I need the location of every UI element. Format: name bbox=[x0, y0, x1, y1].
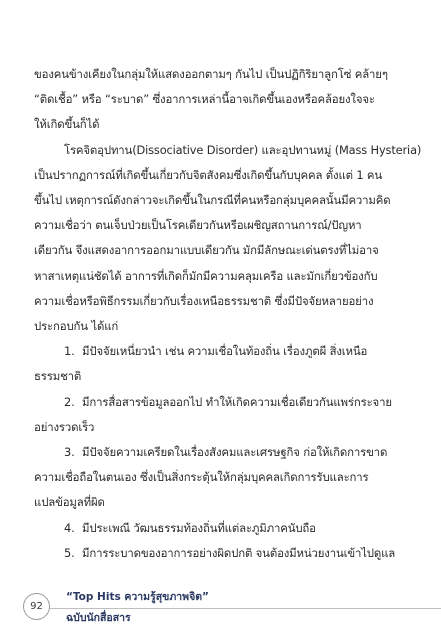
paragraph-line: ความเชื่อหรือพิธีกรรมเกี่ยวกับเรื่องเหนือธรรมชาติ ซึ่งมีปัจจัยหลายอย่าง bbox=[34, 293, 374, 308]
list-item-number: 3. bbox=[64, 445, 75, 460]
list-item-text: มีปัจจัยความเครียดในเรื่องสังคมและเศรษฐกิจ ก่อให้เกิดการขาด bbox=[82, 445, 388, 460]
publication-title: “Top Hits ความรู้สุขภาพจิต” bbox=[66, 591, 209, 603]
paragraph-line: ความเชื่อว่า ตนเจ็บป่วยเป็นโรคเดียวกันหรือเผชิญสถานการณ์/ปัญหา bbox=[34, 218, 362, 233]
list-item-text: มีการระบาดของอาการอย่างผิดปกติ จนต้องมีหน่วยงานเข้าไปดูแล bbox=[82, 545, 396, 560]
list-item-text: มีปัจจัยเหนี่ยวนำ เช่น ความเชื่อในท้องถิ่น เรื่องภูตผี สิ่งเหนือ bbox=[82, 344, 368, 359]
list-item-3 bbox=[34, 440, 412, 465]
paragraph-line: ให้เกิดขึ้นก็ได้ bbox=[34, 117, 100, 132]
list-item-4 bbox=[34, 516, 412, 541]
page-body-text bbox=[34, 62, 422, 566]
list-item-continuation: ธรรมชาติ bbox=[34, 369, 82, 384]
list-item-continuation: อย่างรวดเร็ว bbox=[34, 419, 95, 434]
paragraph-line: ของคนข้างเคียงในกลุ่มให้แสดงออกตามๆ กันไป เป็นปฏิกิริยาลูกโซ่ คล้ายๆ bbox=[34, 67, 388, 81]
list-item-2 bbox=[34, 390, 412, 415]
list-item-text: มีการสื่อสารข้อมูลออกไป ทำให้เกิดความเชื่อเดียวกันแพร่กระจาย bbox=[82, 394, 392, 409]
publication-subtitle: ฉบับนักสื่อสาร bbox=[66, 612, 131, 624]
list-item-1 bbox=[34, 339, 412, 364]
list-item-number: 5. bbox=[64, 545, 75, 560]
list-item-text: มีประเพณี วัฒนธรรมท้องถิ่นที่แต่ละภูมิภาคนับถือ bbox=[82, 520, 316, 535]
list-item-number: 4. bbox=[64, 520, 75, 535]
paragraph-line: โรคจิตอุปทาน(Dissociative Disorder) และอุปทานหมู่ (Mass Hysteria) bbox=[64, 142, 422, 157]
list-item-number: 1. bbox=[64, 344, 75, 359]
list-item-continuation: แปลข้อมูลที่ผิด bbox=[34, 495, 105, 510]
paragraph-line: ขึ้นไป เหตุการณ์ดังกล่าวจะเกิดขึ้นในกรณีที่คนหรือกลุ่มบุคคลนั้นมีความคิด bbox=[34, 193, 391, 208]
list-item-continuation: ความเชื่อถือในตนเอง ซึ่งเป็นสิ่งกระตุ้นให้กลุ่มบุคคลเกิดการรับและการ bbox=[34, 470, 369, 485]
paragraph-line: หาสาเหตุแน่ชัดได้ อาการที่เกิดก็มักมีความคลุมเครือ และมักเกี่ยวข้องกับ bbox=[34, 268, 378, 283]
paragraph-line: ประกอบกัน ได้แก่ bbox=[34, 319, 119, 334]
page-number: 92 bbox=[23, 593, 50, 620]
page-footer bbox=[0, 580, 441, 640]
footer-divider bbox=[30, 608, 441, 609]
paragraph-line: “ติดเชื้อ” หรือ “ระบาด” ซึ่งอาการเหล่านี้อาจเกิดขึ้นเองหรือคล้อยงใจจะ bbox=[34, 92, 375, 107]
list-item-number: 2. bbox=[64, 394, 75, 409]
paragraph-line: เดียวกัน จึงแสดงอาการออกมาแบบเดียวกัน มักมีลักษณะเด่นตรงที่ไม่อาจ bbox=[34, 243, 379, 258]
list-item-5 bbox=[34, 541, 412, 566]
paragraph-line: เป็นปรากฏการณ์ที่เกิดขึ้นเกี่ยวกับจิตสังคมซึ่งเกิดขึ้นกับบุคคล ตั้งแต่ 1 คน bbox=[34, 167, 383, 182]
